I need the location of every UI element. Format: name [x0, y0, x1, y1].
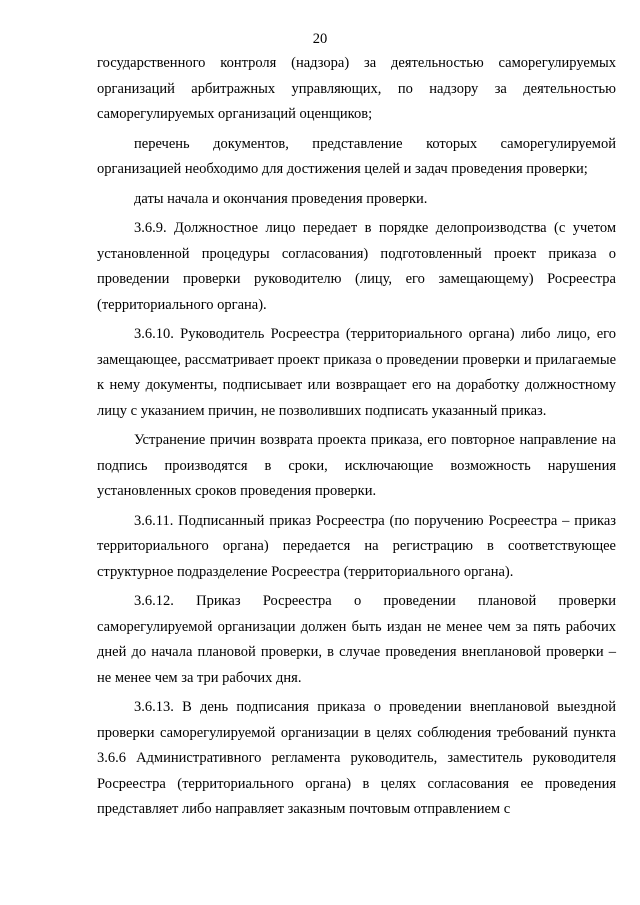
paragraph-3-6-9: 3.6.9. Должностное лицо передает в порядке делопроизводства (с учетом установленной процедуры согласования) подготовленный проект приказа о проведении проверки руководителю (лицу, его замещающему) Росреестра (территориального органа).: [97, 220, 616, 313]
paragraph-return-elimination: Устранение причин возврата проекта приказа, его повторное направление на подпись производятся в сроки, исключающие возможность нарушения установленных сроков проведения проверки.: [97, 432, 616, 499]
paragraph-3-6-11: 3.6.11. Подписанный приказ Росреестра (по поручению Росреестра – приказ территориального органа) передается на регистрацию в соответствующее структурное подразделение Росреестра (территориального органа).: [97, 512, 616, 580]
page-number: 20: [312, 31, 328, 47]
paragraph-3-6-13: 3.6.13. В день подписания приказа о проведении внеплановой выездной проверки саморегулируемой организации в целях соблюдения требований пункта 3.6.6 Административного регламента руководитель, заместитель руководителя Росреестра (территориального органа) в целях согласования ее проведения представляет либо направляет заказным почтовым отправлением с: [97, 699, 616, 817]
document-body: [97, 51, 616, 827]
paragraph-3-6-12: 3.6.12. Приказ Росреестра о проведении плановой проверки саморегулируемой организации должен быть издан не менее чем за пять рабочих дней до начала плановой проверки, в случае проведения внеплановой проверки – не менее чем за три рабочих дня.: [97, 593, 616, 686]
paragraph-documents-list: перечень документов, представление которых саморегулируемой организацией необходимо для достижения целей и задач проведения проверки;: [97, 135, 616, 177]
paragraph-continuation: государственного контроля (надзора) за деятельностью саморегулируемых организаций арбитражных управляющих, по надзору за деятельностью саморегулируемых организаций оценщиков;: [97, 55, 616, 122]
paragraph-3-6-10: 3.6.10. Руководитель Росреестра (территориального органа) либо лицо, его замещающее, рассматривает проект приказа о проведении проверки и прилагаемые к нему документы, подписывает или возвращает его на доработку должностному лицу с указанием причин, не позволивших подписать указанный приказ.: [97, 326, 616, 419]
paragraph-dates: даты начала и окончания проведения проверки.: [134, 190, 428, 207]
